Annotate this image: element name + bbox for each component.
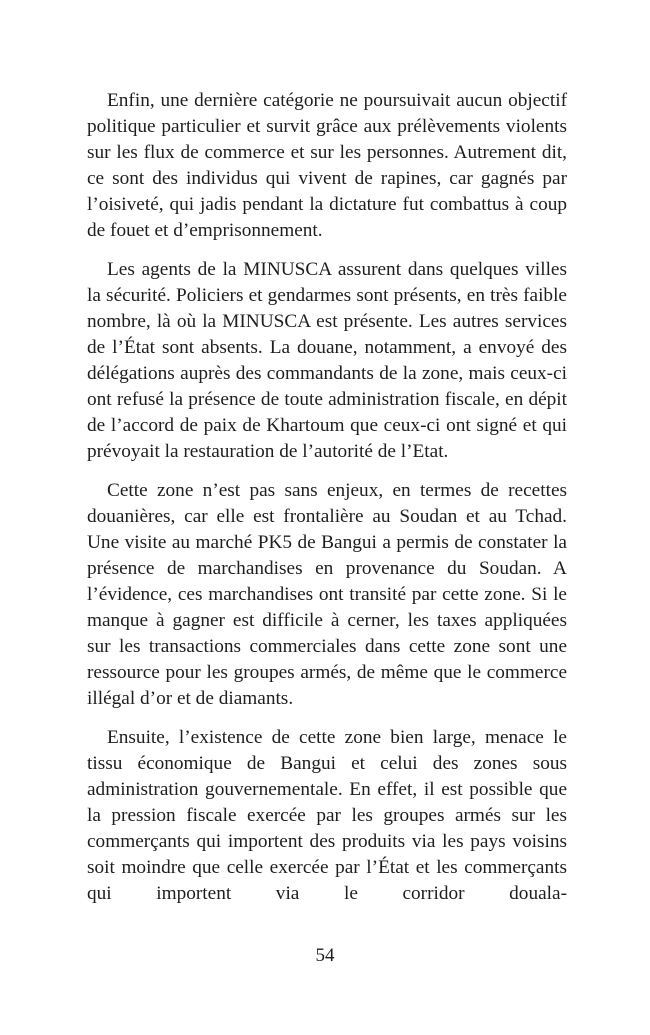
paragraph-4: Ensuite, l’existence de cette zone bien large, menace le tissu économique de Bangui et celui des zones sous administration gouvernementale. En effet, il est possible que la pression fiscale exercée par les groupes armés sur les commerçants qui importent des produits via les pays voisins soit moindre que celle exercée par l’État et les commerçants qui importent via le corridor douala- <box>87 727 567 904</box>
page-body <box>87 88 567 920</box>
paragraph-3: Cette zone n’est pas sans enjeux, en termes de recettes douanières, car elle est frontalière au Soudan et au Tchad. Une visite au marché PK5 de Bangui a permis de constater la présence de marchandises en provenance du Soudan. A l’évidence, ces marchandises ont transité par cette zone. Si le manque à gagner est difficile à cerner, les taxes appliquées sur les transactions commerciales dans cette zone sont une ressource pour les groupes armés, de même que le commerce illégal d’or et de diamants. <box>87 480 567 709</box>
paragraph-1: Enfin, une dernière catégorie ne poursuivait aucun objectif politique particulier et survit grâce aux prélèvements violents sur les flux de commerce et sur les personnes. Autrement dit, ce sont des individus qui vivent de rapines, car gagnés par l’oisiveté, qui jadis pendant la dictature fut combattus à coup de fouet et d’emprisonnement. <box>87 90 567 241</box>
paragraph-2: Les agents de la MINUSCA assurent dans quelques villes la sécurité. Policiers et gendarmes sont présents, en très faible nombre, là où la MINUSCA est présente. Les autres services de l’État sont absents. La douane, notamment, a envoyé des délégations auprès des commandants de la zone, mais ceux-ci ont refusé la présence de toute administration fiscale, en dépit de l’accord de paix de Khartoum que ceux-ci ont signé et qui prévoyait la restauration de l’autorité de l’Etat. <box>87 259 567 462</box>
page-number: 54 <box>315 945 335 966</box>
